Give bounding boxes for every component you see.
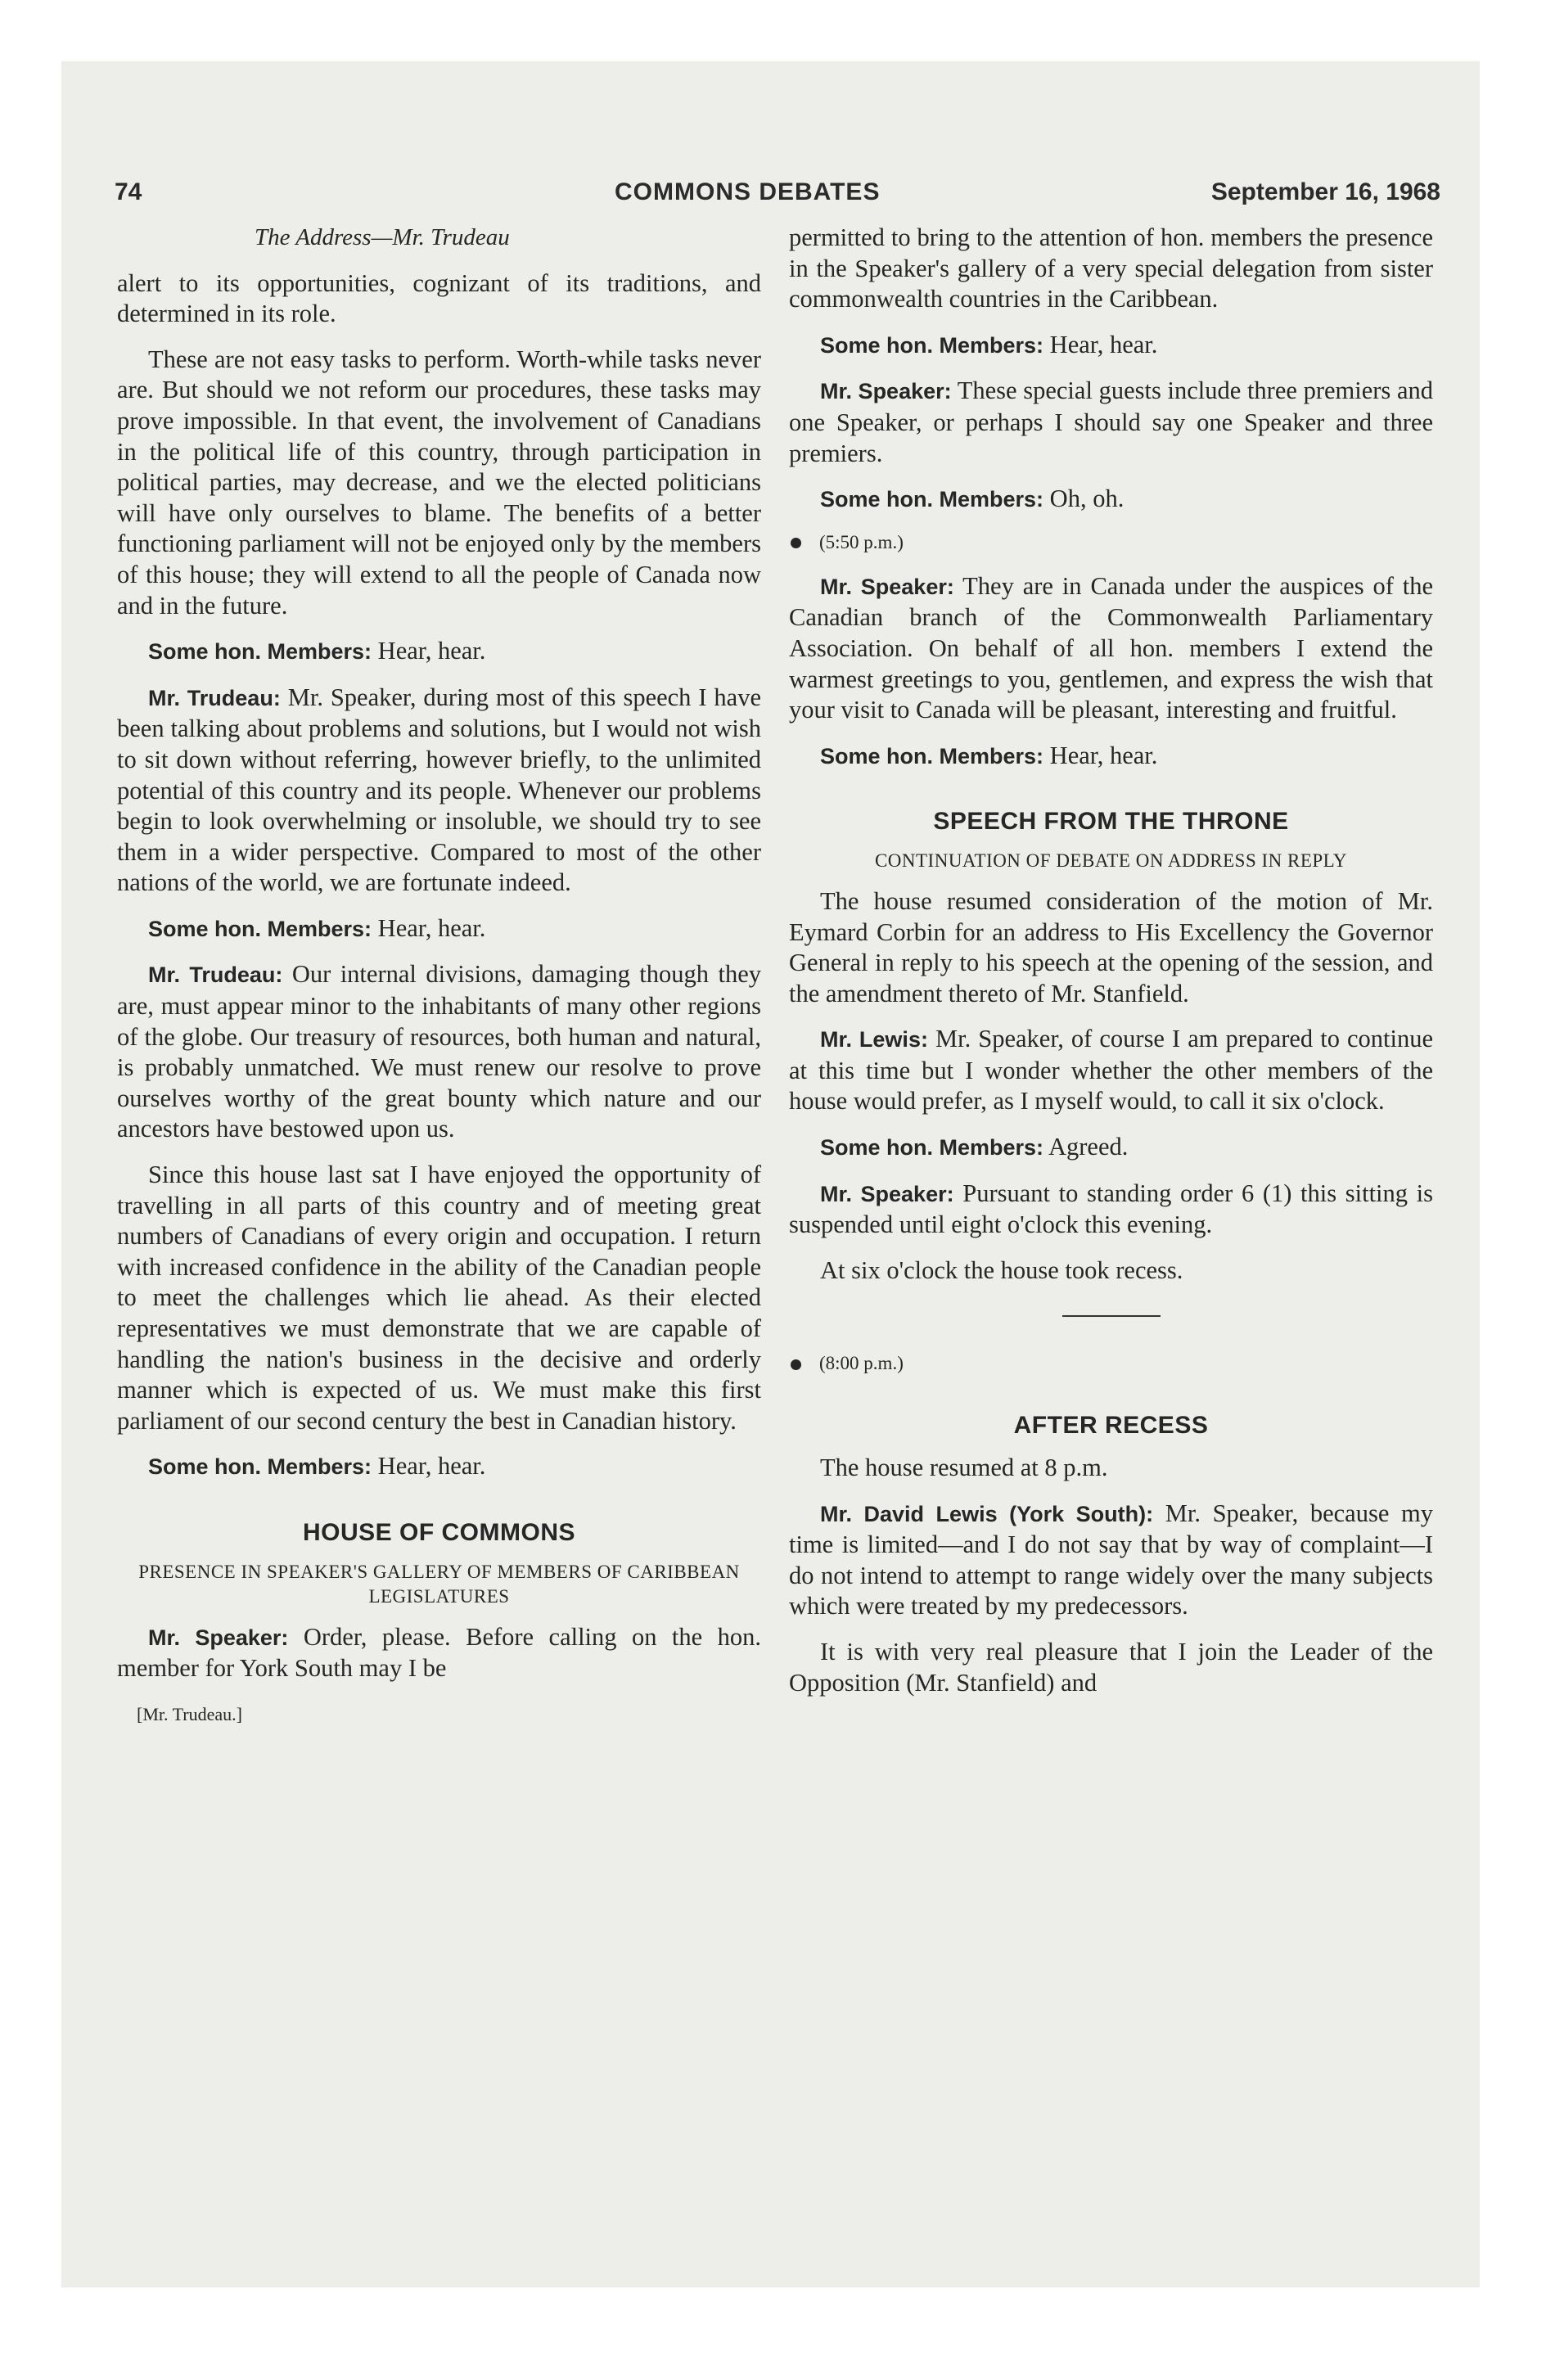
speech-text: Mr. Speaker, of course I am prepared to continue at this time but I wonder whether the other members of the house would prefer, as I myself would, to call it six o'clock. (789, 1025, 1434, 1116)
speaker-name: Some hon. Members: (148, 916, 372, 941)
paragraph: The house resumed at 8 p.m. (820, 1454, 1108, 1482)
paragraph: Since this house last sat I have enjoyed the opportunity of travelling in all parts of this country and of meeting great numbers of Canadians of every origin and occupation. I return with increased confidence in the ability of the Canadian people to meet the challenges which lie ahead. As their elected representatives we must demonstrate that we are capable of handling the nation's business in the decisive and orderly manner which is expected of us. We must make this first parliament of our second century the best in Canadian history. (117, 1161, 761, 1435)
interjection (789, 741, 1433, 773)
page-number: 74 (115, 178, 142, 205)
divider (1062, 1315, 1161, 1317)
speech-text: Mr. Speaker, because my time is limited—and I do not say that by way of complaint—I do not intend to attempt to range widely over the many subjects which were treated by my predecessors. (789, 1499, 1433, 1620)
section-heading: SPEECH FROM THE THRONE (933, 808, 1289, 836)
interjection (789, 1132, 1433, 1164)
speaker-name: Some hon. Members: (820, 743, 1044, 769)
speaker-name: Some hon. Members: (148, 639, 372, 665)
speaker-name: Some hon. Members: (820, 1135, 1044, 1161)
speech-paragraph (117, 959, 761, 1145)
interjection (117, 636, 761, 668)
publication-title: COMMONS DEBATES (615, 178, 881, 205)
speaker-name: Mr. Trudeau: (148, 962, 283, 988)
section-heading: AFTER RECESS (1013, 1412, 1209, 1440)
speech-text: Hear, hear. (1043, 741, 1158, 769)
speech-paragraph (789, 571, 1433, 726)
section-heading: HOUSE OF COMMONS (302, 1518, 575, 1546)
paragraph: The house resumed consideration of the motion of Mr. Eymard Corbin for an address to His Excellency the Governor General in reply to his speech at the opening of the session, and the amendment thereto of Mr. Stanfield. (789, 886, 1433, 1007)
interjection (789, 484, 1433, 516)
interjection (117, 1451, 761, 1483)
section-subheading: PRESENCE IN SPEAKER'S GALLERY OF MEMBERS OF CARIBBEAN LEGISLATURES (138, 1561, 740, 1607)
speaker-name: Mr. Speaker: (148, 1625, 289, 1650)
speech-paragraph (789, 1024, 1433, 1117)
right-column (789, 223, 1433, 1713)
paragraph: These are not easy tasks to perform. Worth-while tasks never are. But should we not reform our procedures, these tasks may prove impossible. In that event, the involvement of Canadians in the political life of this country, through participation in political parties, may decrease, and we the elected politicians will have only ourselves to blame. The benefits of a better functioning parliament will not be enjoyed only by the members of this house; they will extend to all the people of Canada now and in the future. (117, 345, 761, 620)
timestamp-text: (8:00 p.m.) (819, 1353, 904, 1374)
paragraph: At six o'clock the house took recess. (820, 1255, 1183, 1284)
timestamp (789, 530, 1433, 555)
left-column (117, 223, 761, 1729)
bullet-icon (791, 1359, 801, 1370)
speech-text: These special guests include three premiers and one Speaker, or perhaps I should say one Speaker and three premiers. (789, 376, 1433, 467)
publication-date: September 16, 1968 (1210, 178, 1440, 205)
paragraph: permitted to bring to the attention of hon. members the presence in the Speaker's gallery of a very special delegation from sister commonwealth countries in the Caribbean. (789, 223, 1433, 313)
speaker-name: Some hon. Members: (148, 1454, 372, 1480)
speech-text: Hear, hear. (1043, 330, 1158, 358)
paragraph: alert to its opportunities, cognizant of its traditions, and determined in its role. (117, 268, 761, 328)
speech-text: Hear, hear. (372, 1452, 486, 1481)
speech-text: Agreed. (1043, 1133, 1129, 1161)
speech-paragraph (789, 1179, 1433, 1241)
speaker-name: Mr. Speaker: (820, 1181, 954, 1206)
speech-paragraph (789, 1499, 1433, 1622)
speech-text: Our internal divisions, damaging though they are, must appear minor to the inhabitants of many other regions of the globe. Our treasury of resources, both human and natural, is probably unmatched. We must renew our resolve to prove ourselves worthy of the great bounty which nature and our ancestors have bestowed upon us. (117, 960, 761, 1143)
speaker-name: Mr. Speaker: (820, 379, 952, 404)
bullet-icon (791, 538, 801, 548)
speech-paragraph (789, 376, 1433, 469)
section-subheading: CONTINUATION OF DEBATE ON ADDRESS IN REPLY (874, 850, 1348, 871)
speech-text: Oh, oh. (1043, 485, 1125, 513)
timestamp-text: (5:50 p.m.) (819, 531, 904, 552)
speech-text: Hear, hear. (372, 913, 486, 942)
speaker-name: Mr. David Lewis (York South): (820, 1501, 1154, 1526)
speech-text: Mr. Speaker, during most of this speech I have been talking about problems and solutions, but I would not wish to sit down without referring, however briefly, to the unlimited potential of this country and its people. Whenever our problems begin to look overwhelming or insoluble, we should try to see them in a wider perspective. Compared to most of the other nations of the world, we are fortunate indeed. (117, 683, 761, 897)
interjection (789, 330, 1433, 362)
speaker-footer-note: [Mr. Trudeau.] (137, 1703, 242, 1724)
speaker-name: Mr. Trudeau: (148, 685, 281, 710)
speaker-name: Some hon. Members: (820, 487, 1044, 512)
speech-text: Pursuant to standing order 6 (1) this sitting is suspended until eight o'clock this evening. (789, 1179, 1433, 1239)
interjection (117, 913, 761, 945)
speaker-name: Mr. Lewis: (820, 1027, 928, 1053)
page-header (115, 178, 1440, 211)
speech-text: Hear, hear. (372, 637, 486, 665)
speaker-name: Mr. Speaker: (820, 574, 954, 599)
running-head: The Address—Mr. Trudeau (255, 224, 510, 250)
speech-paragraph (117, 683, 761, 899)
speech-text: Order, please. Before calling on the hon. member for York South may I be (117, 1622, 761, 1683)
paragraph: It is with very real pleasure that I join the Leader of the Opposition (Mr. Stanfield) and (789, 1638, 1433, 1697)
timestamp (789, 1351, 1433, 1376)
speaker-name: Some hon. Members: (820, 332, 1044, 358)
speech-paragraph (117, 1622, 761, 1684)
speech-text: They are in Canada under the auspices of the Canadian branch of the Commonwealth Parliamentary Association. On behalf of all hon. members I extend the warmest greetings to you, gentlemen, and express the wish that your visit to Canada will be pleasant, interesting and fruitful. (789, 571, 1434, 724)
